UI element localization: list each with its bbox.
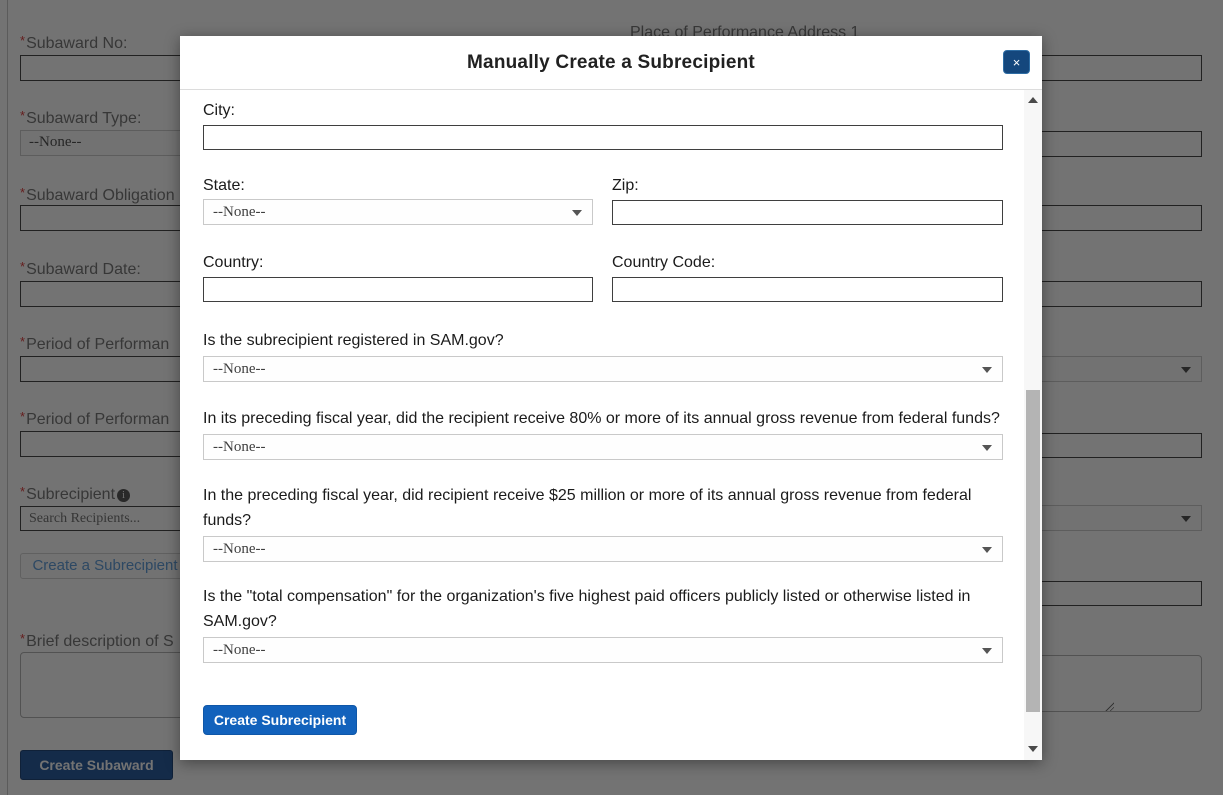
revenue-25m-field bbox=[203, 483, 1000, 562]
scrollbar-down-icon[interactable] bbox=[1028, 746, 1038, 752]
state-select-value: --None-- bbox=[213, 204, 266, 220]
state-zip-row bbox=[203, 176, 1003, 225]
revenue-80-select[interactable] bbox=[203, 434, 1003, 460]
modal-title: Manually Create a Subrecipient bbox=[467, 52, 755, 73]
sam-registered-field bbox=[203, 328, 1000, 382]
revenue-25m-question: In the preceding fiscal year, did recipient receive $25 million or more of its annual gross revenue from federal funds? bbox=[203, 487, 972, 529]
country-code-input[interactable] bbox=[612, 277, 1003, 302]
sam-registered-select[interactable] bbox=[203, 356, 1003, 382]
state-label: State: bbox=[203, 177, 245, 194]
revenue-25m-select-value: --None-- bbox=[213, 541, 266, 557]
chevron-down-icon bbox=[982, 648, 992, 654]
total-compensation-select[interactable] bbox=[203, 637, 1003, 663]
close-icon[interactable]: × bbox=[1003, 50, 1030, 74]
chevron-down-icon bbox=[982, 547, 992, 553]
city-input[interactable] bbox=[203, 125, 1003, 150]
scrollbar-thumb[interactable] bbox=[1026, 390, 1040, 712]
modal-header bbox=[180, 36, 1042, 90]
zip-field bbox=[612, 176, 1003, 225]
modal-scrollbar[interactable] bbox=[1024, 90, 1042, 760]
state-field bbox=[203, 176, 593, 225]
chevron-down-icon bbox=[572, 210, 582, 216]
country-field bbox=[203, 253, 593, 302]
city-field bbox=[203, 101, 1000, 150]
zip-input[interactable] bbox=[612, 200, 1003, 225]
zip-label: Zip: bbox=[612, 177, 639, 194]
modal-body bbox=[180, 90, 1042, 759]
sam-registered-question: Is the subrecipient registered in SAM.gov? bbox=[203, 332, 504, 349]
manually-create-subrecipient-modal bbox=[180, 36, 1042, 760]
revenue-80-question: In its preceding fiscal year, did the recipient receive 80% or more of its annual gross revenue from federal funds? bbox=[203, 410, 1000, 427]
country-code-label: Country Code: bbox=[612, 254, 716, 271]
revenue-80-select-value: --None-- bbox=[213, 439, 266, 455]
country-code-field bbox=[612, 253, 1003, 302]
sam-registered-select-value: --None-- bbox=[213, 361, 266, 377]
country-row bbox=[203, 253, 1003, 302]
scrollbar-up-icon[interactable] bbox=[1028, 97, 1038, 103]
chevron-down-icon bbox=[982, 367, 992, 373]
chevron-down-icon bbox=[982, 445, 992, 451]
total-compensation-select-value: --None-- bbox=[213, 642, 266, 658]
state-select[interactable] bbox=[203, 199, 593, 225]
country-input[interactable] bbox=[203, 277, 593, 302]
country-label: Country: bbox=[203, 254, 264, 271]
revenue-80-field bbox=[203, 406, 1000, 460]
revenue-25m-select[interactable] bbox=[203, 536, 1003, 562]
create-subrecipient-button[interactable]: Create Subrecipient bbox=[203, 705, 357, 735]
city-label: City: bbox=[203, 102, 235, 119]
total-compensation-field bbox=[203, 584, 1000, 663]
total-compensation-question: Is the "total compensation" for the organization's five highest paid officers publicly listed or otherwise listed in SAM.gov? bbox=[203, 588, 971, 630]
